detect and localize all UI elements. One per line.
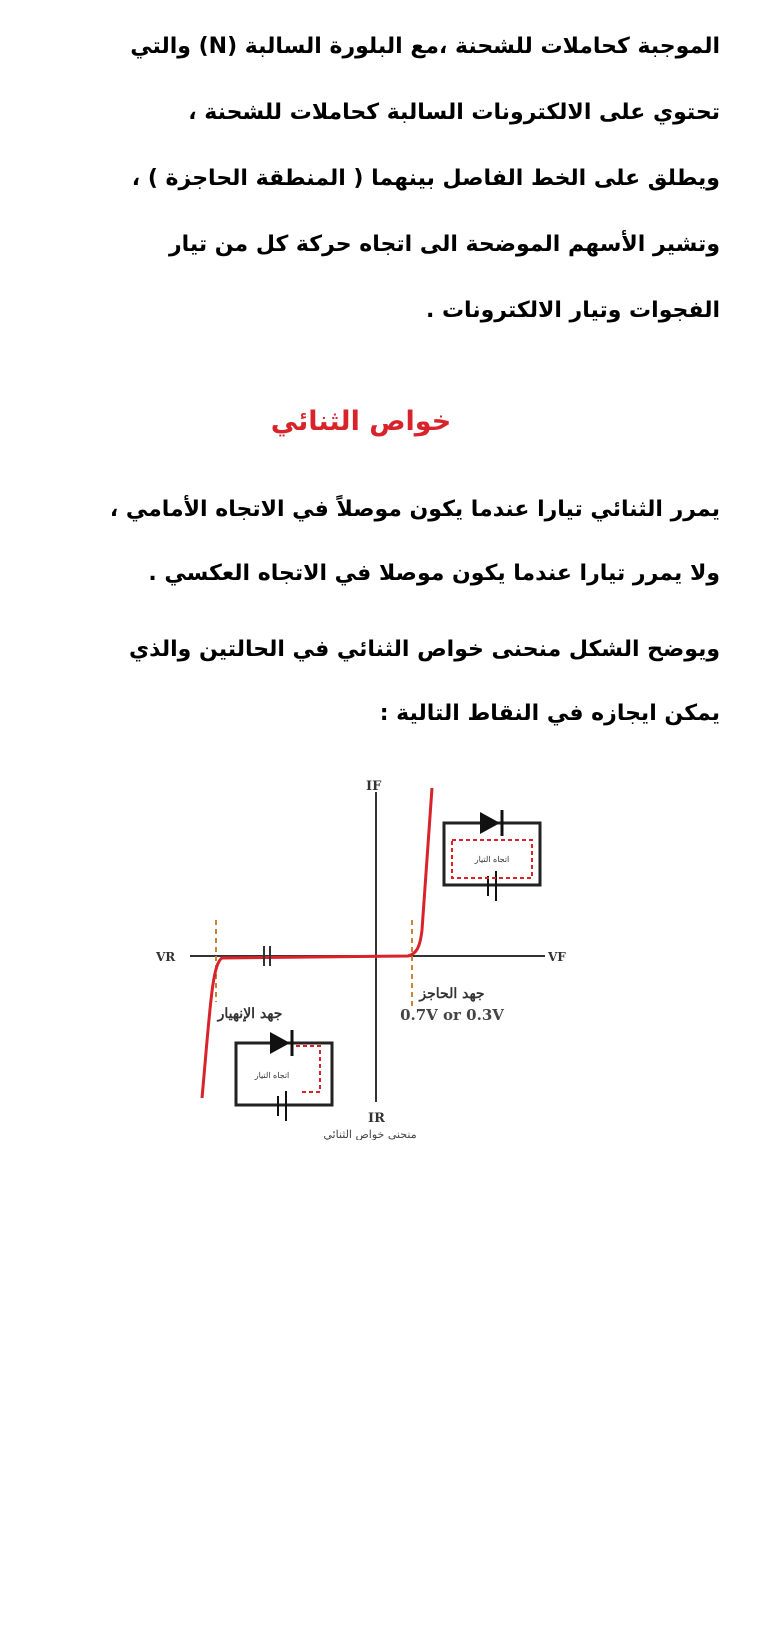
text-line: يمرر الثنائي تيارا عندما يكون موصلاً في الاتجاه الأمامي ، xyxy=(109,497,720,522)
text-line: الفجوات وتيار الالكترونات . xyxy=(425,298,720,323)
current-direction-label: اتجاه التيار xyxy=(254,1071,290,1080)
axis-label-vf: VF xyxy=(548,950,566,964)
axis-label-if: IF xyxy=(366,780,382,794)
paragraph-pn-junction xyxy=(30,14,720,344)
diode-symbol-icon xyxy=(480,812,500,834)
figure-caption: منحنى خواص الثنائي xyxy=(323,1128,417,1140)
paragraph-figure-intro xyxy=(30,618,720,746)
paragraph-diode-properties xyxy=(30,478,720,606)
reverse-bias-circuit xyxy=(236,1030,332,1121)
breakdown-voltage-label: جهد الإنهيار xyxy=(217,1006,283,1022)
text-line: تحتوي على الالكترونات السالبة كحاملات للشحنة ، xyxy=(188,100,720,125)
section-heading: خواص الثنائي xyxy=(270,406,452,437)
diode-characteristic-figure xyxy=(150,780,590,1140)
text-line: وتشير الأسهم الموضحة الى اتجاه حركة كل من تيار xyxy=(168,232,720,257)
forward-bias-circuit xyxy=(444,810,540,901)
text-line: ويوضح الشكل منحنى خواص الثنائي في الحالتين والذي xyxy=(128,637,720,662)
barrier-voltage-label: جهد الحاجز xyxy=(419,986,485,1002)
text-line: ويطلق على الخط الفاصل بينهما ( المنطقة الحاجزة ) ، xyxy=(131,166,720,191)
text-line: الموجبة كحاملات للشحنة ،مع البلورة السالبة (N) والتي xyxy=(130,34,720,59)
text-line: ولا يمرر تيارا عندما يكون موصلا في الاتجاه العكسي . xyxy=(148,561,720,586)
axis-label-vr: VR xyxy=(156,950,176,964)
diode-symbol-icon xyxy=(270,1032,290,1054)
current-direction-label: اتجاه التيار xyxy=(474,855,510,864)
barrier-voltage-value: 0.7V or 0.3V xyxy=(400,1006,504,1024)
axis-label-ir: IR xyxy=(368,1111,385,1126)
text-line: يمكن ايجازه في النقاط التالية : xyxy=(379,701,720,726)
